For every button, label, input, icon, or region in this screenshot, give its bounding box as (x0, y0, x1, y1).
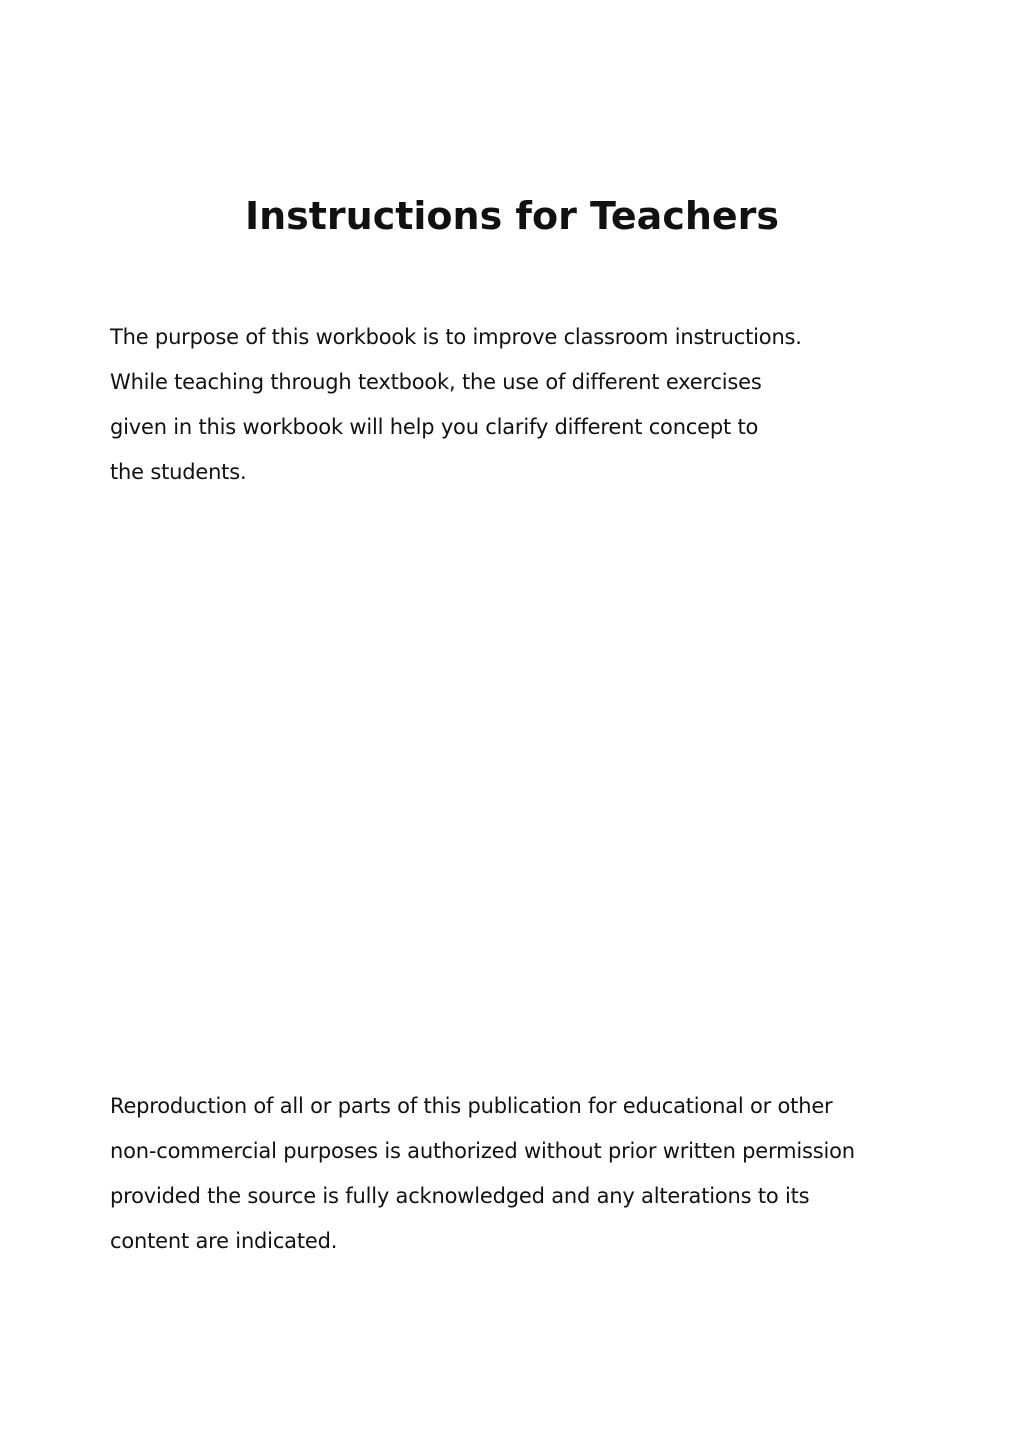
notice-line: Reproduction of all or parts of this publication for educational or other (110, 1094, 833, 1118)
page-title: Instructions for Teachers (244, 194, 780, 238)
intro-line: The purpose of this workbook is to improve classroom instructions. (110, 325, 802, 349)
notice-line: non-commercial purposes is authorized without prior written permission (110, 1139, 855, 1163)
notice-line: provided the source is fully acknowledged and any alterations to its (110, 1184, 810, 1208)
intro-line: given in this workbook will help you clarify different concept to (110, 415, 759, 439)
notice-line: content are indicated. (110, 1229, 338, 1253)
intro-paragraph (110, 315, 802, 495)
intro-line: While teaching through textbook, the use of different exercises (110, 370, 762, 394)
intro-line: the students. (110, 460, 247, 484)
reproduction-notice (110, 1084, 855, 1264)
